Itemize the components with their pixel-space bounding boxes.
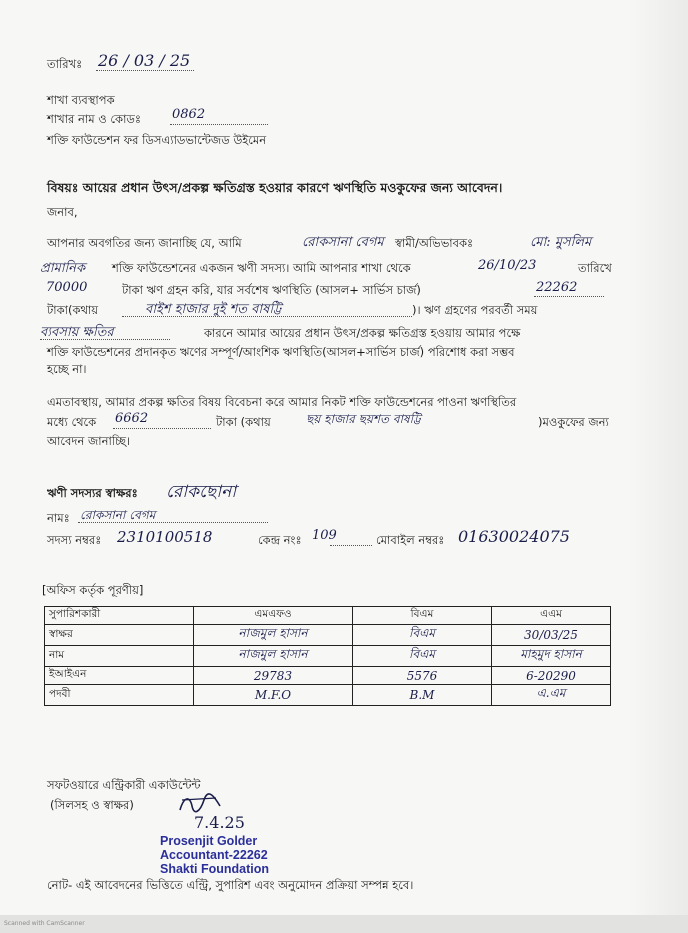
table-row	[45, 625, 611, 646]
table-cell: নাজমুল হাসান	[194, 646, 353, 667]
table-header-cell: সুপারিশকারী	[45, 607, 194, 625]
row-label: পদবী	[45, 685, 194, 706]
waiver-in-words: ছয় হাজার ছয়শত বাষট্টি	[306, 412, 421, 426]
office-table	[44, 606, 611, 706]
date-value: 26 / 03 / 25	[98, 51, 191, 70]
guardian-name-cont: প্রামানিক	[40, 261, 86, 276]
para2-text: টাকা (কথায়	[216, 415, 271, 429]
date-label: তারিখঃ	[47, 57, 83, 71]
para1-text: স্বামী/অভিভাবকঃ	[395, 236, 474, 250]
organization-name: শক্তি ফাউন্ডেশন ফর ডিসএ্যাডভান্টেজড উইমেন	[47, 133, 267, 147]
stamp-line: Prosenjit Golder	[160, 834, 258, 848]
table-cell: বিএম	[353, 646, 492, 667]
para1-text: কারনে আমার আয়ের প্রধান উৎস/প্রকল্প ক্ষতিগ্রস্ত হওয়ায় আমার পক্ষে	[204, 326, 521, 340]
para2-text: এমতাবস্থায়, আমার প্রকল্প ক্ষতির বিষয় বিবেচনা করে আমার নিকট শক্তি ফাউন্ডেশনের পাওনা ঋণস্থিতির	[47, 395, 517, 409]
loan-balance: 22262	[536, 280, 578, 295]
branch-code: 0862	[172, 107, 206, 122]
subject-line: বিষয়ঃ আয়ের প্রধান উৎস/প্রকল্প ক্ষতিগ্রস্ত হওয়ার কারণে ঋণস্থিতি মওকুফের জন্য আবেদন।	[47, 180, 503, 195]
table-cell: 5576	[353, 667, 492, 685]
table-header-cell: এএম	[492, 607, 611, 625]
para2-text: মধ্যে থেকে	[47, 415, 97, 429]
table-cell: 29783	[194, 667, 353, 685]
office-heading: [অফিস কর্তৃক পূরণীয়]	[42, 583, 144, 597]
para2-text: )মওকুফের জন্য	[538, 415, 609, 429]
row-label: স্বাক্ষর	[45, 625, 194, 646]
branch-label: শাখার নাম ও কোডঃ	[47, 112, 142, 126]
table-cell: এ.এম	[492, 685, 611, 706]
table-row	[45, 685, 611, 706]
member-signature-label: ঋণী সদস্যর স্বাক্ষরঃ	[47, 486, 138, 500]
mobile-label: মোবাইল নম্বরঃ	[376, 533, 445, 547]
member-name-label: নামঃ	[47, 511, 70, 525]
loan-date: 26/10/23	[478, 258, 537, 273]
para1-text: শক্তি ফাউন্ডেশনের একজন ঋণী সদস্য। আমি আপনার শাখা থেকে	[112, 261, 411, 275]
loan-amount: 70000	[46, 280, 88, 295]
table-cell: মাহমুদ হাসান	[492, 646, 611, 667]
software-accountant-label: সফটওয়ারে এন্ট্রিকারী একাউন্টেন্ট	[47, 778, 201, 792]
table-cell: 6-20290	[492, 667, 611, 685]
balance-in-words: বাইশ হাজার দুই শত বাষট্টি	[145, 302, 282, 317]
table-header-cell: এমএফও	[194, 607, 353, 625]
table-cell: M.F.O	[194, 685, 353, 706]
sign-date: 7.4.25	[194, 813, 245, 832]
para1-text: টাকা(কথায়	[47, 303, 99, 317]
row-label: ইআইএন	[45, 667, 194, 685]
para1-text: হচ্ছে না।	[47, 362, 87, 376]
center-no-label: কেন্দ্র নংঃ	[258, 533, 302, 547]
table-row	[45, 667, 611, 685]
member-name: রোকসানা বেগম	[80, 508, 156, 522]
table-cell: বিএম	[353, 625, 492, 646]
accountant-stamp	[160, 834, 269, 876]
mobile-number: 01630024075	[458, 527, 570, 546]
member-no: 2310100518	[117, 528, 213, 546]
table-cell: B.M	[353, 685, 492, 706]
row-label: নাম	[45, 646, 194, 667]
guardian-name: মো: মুসলিম	[530, 235, 592, 250]
member-signature: রোকছোনা	[166, 482, 237, 502]
camscanner-watermark: Scanned with CamScanner	[4, 920, 85, 927]
stamp-line: Shakti Foundation	[160, 862, 270, 876]
salutation: জনাব,	[47, 205, 78, 219]
para1-text: শক্তি ফাউন্ডেশনের প্রদানকৃত ঋণের সম্পূর্ণ/আংশিক ঋণস্থিতি(আসল+সার্ভিস চার্জ) পরিশোধ করা সম্ভব	[47, 345, 515, 359]
applicant-name: রোকসানা বেগম	[302, 235, 384, 250]
table-row	[45, 607, 611, 625]
seal-signature-label: (সিলসহ ও স্বাক্ষর)	[50, 798, 134, 812]
table-cell: নাজমুল হাসান	[194, 625, 353, 646]
para1-text: আপনার অবগতির জন্য জানাচ্ছি যে, আমি	[47, 236, 242, 250]
para1-text: তারিখে	[578, 261, 612, 275]
table-cell: 30/03/25	[492, 625, 611, 646]
waiver-amount: 6662	[115, 411, 149, 426]
center-no: 109	[312, 528, 337, 543]
stamp-line: Accountant-22262	[160, 848, 268, 862]
para1-text: )। ঋণ গ্রহণের পরবর্তী সময়	[412, 303, 538, 317]
footer-note: নোট- এই আবেদনের ভিত্তিতে এন্ট্রি, সুপারিশ এবং অনুমোদন প্রক্রিয়া সম্পন্ন হবে।	[47, 878, 414, 892]
para2-text: আবেদন জানাচ্ছি।	[47, 434, 131, 448]
scan-footer	[0, 915, 688, 933]
member-no-label: সদস্য নম্বরঃ	[47, 533, 102, 547]
table-header-cell: বিএম	[353, 607, 492, 625]
loss-reason: ব্যবসায় ক্ষতির	[40, 325, 114, 340]
para1-text: টাকা ঋণ গ্রহন করি, যার সর্বশেষ ঋণস্থিতি (আসল+ সার্ভিস চার্জ)	[122, 283, 421, 297]
table-row	[45, 646, 611, 667]
addressee-title: শাখা ব্যবস্থাপক	[47, 93, 115, 107]
